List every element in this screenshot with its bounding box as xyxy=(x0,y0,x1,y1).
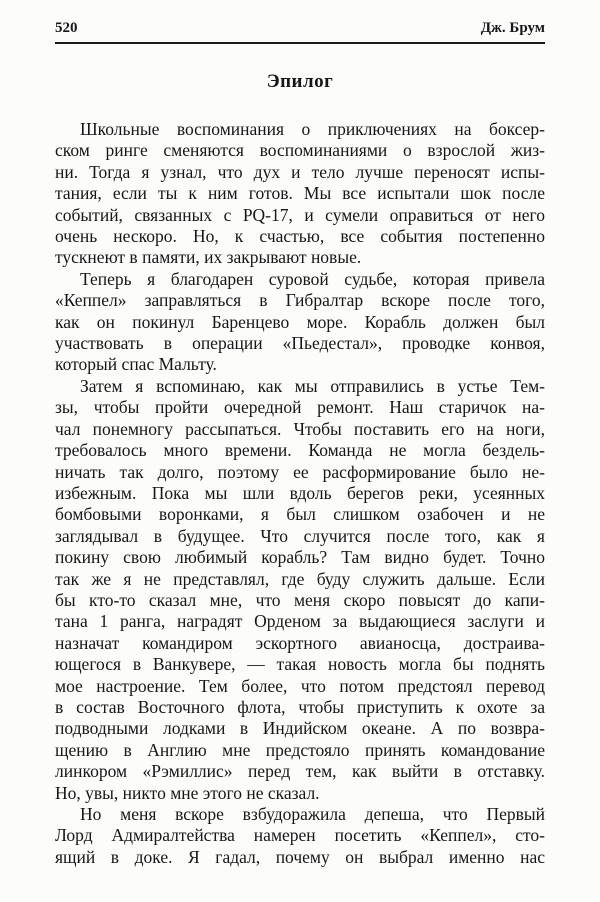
text-line: Затем я вспоминаю, как мы отправились в устье Тем- xyxy=(80,375,545,396)
text-line: бомбовыми воронками, я был слишком озабочен и не xyxy=(55,504,545,525)
running-head-author: Дж. Брум xyxy=(480,20,545,36)
text-line: чал понемногу рассыпаться. Чтобы поставить его на ноги, xyxy=(55,418,545,439)
paragraph xyxy=(55,269,545,376)
text-line: событий, связанных с PQ-17, и сумели оправиться от него xyxy=(55,204,545,225)
text-line: подводными лодками в Индийском океане. А по возвра- xyxy=(55,718,545,739)
paragraph xyxy=(55,119,545,269)
text-line: так же я не представлял, где буду служить дальше. Если xyxy=(55,568,545,589)
text-line: Но, увы, никто мне этого не сказал. xyxy=(55,782,320,803)
text-line: Лорд Адмиралтейства намерен посетить «Кеппел», сто- xyxy=(55,825,545,846)
text-line: заглядывал в будущее. Что случится после того, как я xyxy=(55,525,545,546)
text-line: бы кто-то сказал мне, что меня скоро повысят до капи- xyxy=(55,589,545,610)
text-line: как он покинул Баренцево море. Корабль должен был xyxy=(55,311,545,332)
text-line: в состав Восточного флота, чтобы приступить к охоте за xyxy=(55,696,545,717)
text-line: назначат командиром эскортного авианосца, достраива- xyxy=(55,632,545,653)
text-line: Школьные воспоминания о приключениях на боксер- xyxy=(80,119,545,139)
page-number: 520 xyxy=(55,20,78,36)
text-line: линкором «Рэмиллис» перед тем, как выйти в отставку. xyxy=(55,761,545,782)
text-line: тана 1 ранга, наградят Орденом за выдающиеся заслуги и xyxy=(55,611,545,632)
text-line: участвовать в операции «Пьедестал», проводке конвоя, xyxy=(55,333,545,354)
text-line: зы, чтобы пройти очередной ремонт. Наш старичок на- xyxy=(55,397,545,418)
text-line: очень нескоро. Но, к счастью, все события постепенно xyxy=(55,226,545,247)
text-line: покину свою любимый корабль? Там видно будет. Точно xyxy=(55,547,545,568)
header-rule xyxy=(55,42,545,44)
text-line: ском ринге сменяются воспоминаниями о взрослой жиз- xyxy=(55,140,545,161)
text-line: Теперь я благодарен суровой судьбе, которая привела xyxy=(80,268,545,289)
text-line: мое настроение. Тем более, что потом предстоял перевод xyxy=(55,675,545,696)
text-line: ничать так долго, поэтому ее расформирование было не- xyxy=(55,461,545,482)
body-text xyxy=(55,119,545,868)
text-line: «Кеппел» заправляться в Гибралтар вскоре после того, xyxy=(55,290,545,311)
text-line: тания, если ты к ним готов. Мы все испытали шок после xyxy=(55,183,545,204)
text-line: требовалось много времени. Команда не могла бездель- xyxy=(55,440,545,461)
paragraph xyxy=(55,804,545,868)
text-line: щению в Англию мне предстояло принять командование xyxy=(55,739,545,760)
text-line: который спас Мальту. xyxy=(55,354,217,375)
chapter-title: Эпилог xyxy=(266,71,334,92)
text-line: ющегося в Ванкувере, — такая новость могла бы поднять xyxy=(55,654,545,675)
text-line: Но меня вскоре взбудоражила депеша, что Первый xyxy=(80,804,545,824)
text-line: тускнеют в памяти, их закрывают новые. xyxy=(55,247,362,268)
paragraph xyxy=(55,376,545,804)
page-header xyxy=(55,18,545,38)
text-line: избежным. Пока мы шли вдоль берегов реки, усеянных xyxy=(55,482,545,503)
text-line: ящий в доке. Я гадал, почему он выбрал именно нас xyxy=(55,846,545,867)
text-line: ни. Тогда я узнал, что дух и тело лучше переносят испы- xyxy=(55,161,545,182)
